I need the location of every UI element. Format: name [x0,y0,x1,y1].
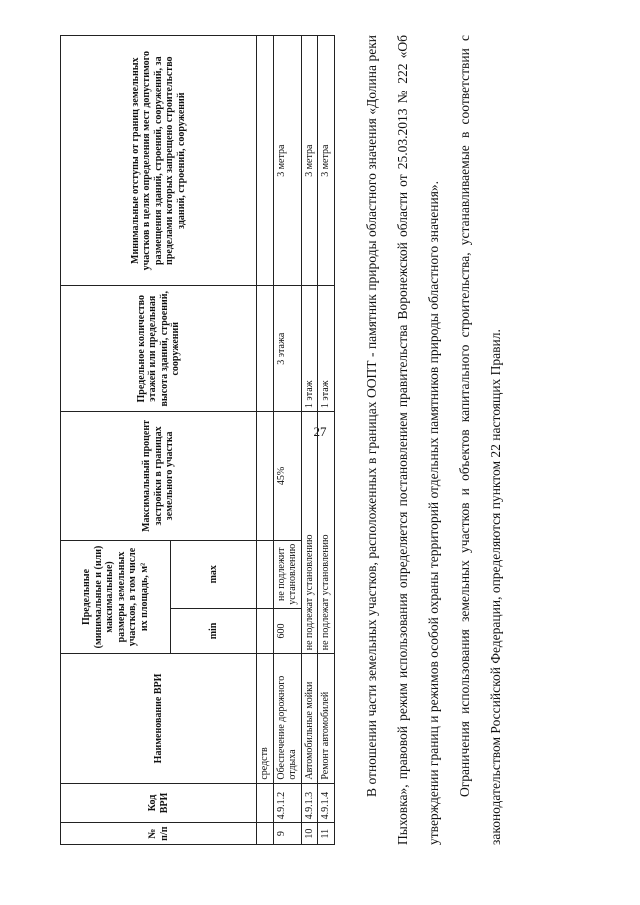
table-row [301,36,318,845]
body-text [356,35,511,845]
row-number: 9 [273,823,301,845]
header-min: min [171,608,257,654]
row-name: Ремонт автомобилей [318,654,335,783]
row-indent: 3 метра [273,36,301,286]
row-max: не подлежит установлению [273,540,301,608]
row-floors: 1 этаж [301,286,318,412]
paragraph-ootp-regime: В отношении части земельных участков, расположенных в границах ООПТ - памятник природы областного значения «Долина реки Пыховка», правовой режим использования определяется постановлением правительства Воронежской области от 25.03.2013 № 222 «Об утверждении границ и режимов особой охраны территорий отдельных памятников природы областного значения». [364,35,441,845]
regulations-table [60,35,335,845]
row-name: Автомобильные мойки [301,654,318,783]
row-indent: 3 метра [318,36,335,286]
rotated-page-content [60,35,640,845]
row-floors: 1 этаж [318,286,335,412]
row-floors: 3 этажа [273,286,301,412]
row-number: 10 [301,823,318,845]
page-number: 27 [313,424,327,439]
header-code: Код ВРИ [61,783,257,823]
paragraph-restrictions: Ограничения использования земельных участков и объектов капитального строительства, устанавливаемые в соответствии с законодательством Российской Федерации, определяются пунктом 22 настоящих Правил. [457,35,503,845]
header-plot-sizes: Предельные (минимальные и (или) максимальные) размеры земельных участков, в том числе их площадь, м² [61,540,171,653]
table-row [273,36,301,845]
header-max: max [171,540,257,608]
row-indent: 3 метра [301,36,318,286]
row-name: Обеспечение дорожного отдыха [273,654,301,783]
row-number: 11 [318,823,335,845]
header-min-indent: Минимальные отступы от границ земельных участков в целях определения мест допустимого размещения зданий, строений, сооружений, за пределами которых запрещено строительство зданий, строений, сооружений [61,36,257,286]
table-row-continuation [257,36,274,845]
row-code: 4.9.1.3 [301,783,318,823]
row-not-established: не подлежат установлению [301,412,318,654]
header-name: Наименование ВРИ [61,654,257,783]
row-code: 4.9.1.4 [318,783,335,823]
row-not-established: не подлежат установлению [318,412,335,654]
row-min: 600 [273,608,301,654]
header-floors: Предельное количество этажей или предельная высота зданий, строений, сооружений [61,286,257,412]
row-percent: 45% [273,412,301,541]
table-row [318,36,335,845]
header-max-percent: Максимальный процент застройки в границах земельного участка [61,412,257,541]
header-number: № п/п [61,823,257,845]
continuation-text: средств [257,654,274,783]
row-code: 4.9.1.2 [273,783,301,823]
